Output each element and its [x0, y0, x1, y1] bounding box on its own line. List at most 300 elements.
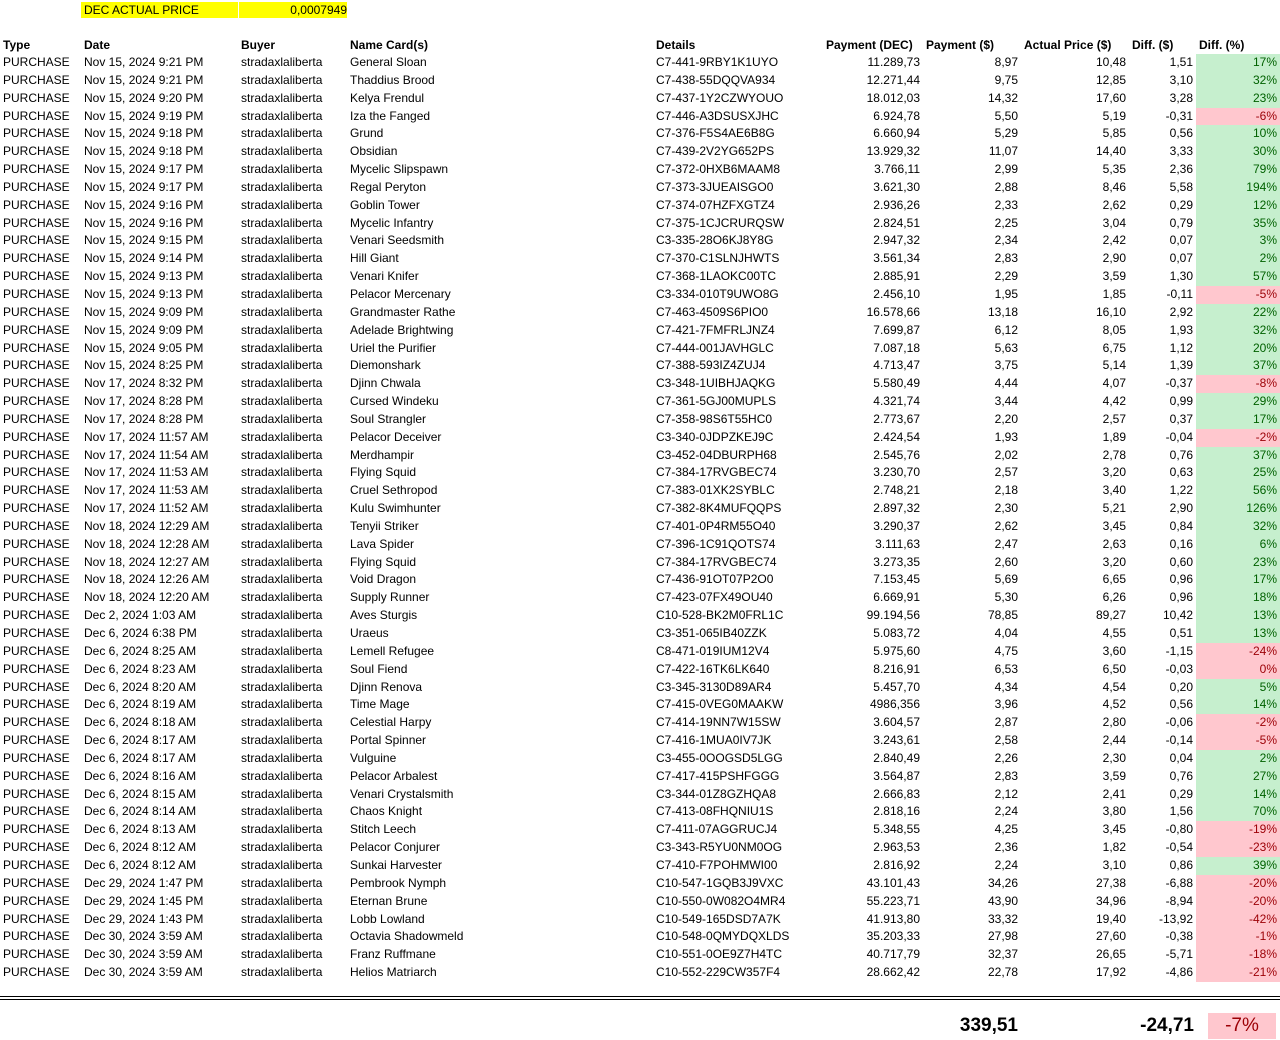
cell-date[interactable]: Dec 6, 2024 8:25 AM: [84, 643, 197, 658]
cell-details[interactable]: C3-335-28O6KJ8Y8G: [656, 233, 774, 248]
cell-diff-usd[interactable]: 3,10: [1169, 72, 1193, 87]
cell-type[interactable]: PURCHASE: [3, 929, 70, 944]
cell-actual-price[interactable]: 27,38: [1095, 875, 1126, 890]
header-date[interactable]: Date: [84, 38, 111, 52]
cell-diff-pct[interactable]: 32%: [1196, 518, 1280, 536]
cell-date[interactable]: Nov 15, 2024 9:21 PM: [84, 72, 204, 87]
cell-payment-dec[interactable]: 2.666,83: [873, 786, 920, 801]
cell-buyer[interactable]: stradaxlaliberta: [241, 162, 323, 177]
cell-name-card[interactable]: Portal Spinner: [350, 733, 427, 748]
cell-name-card[interactable]: Mycelic Slipspawn: [350, 162, 449, 177]
cell-date[interactable]: Dec 6, 2024 8:12 AM: [84, 840, 197, 855]
cell-payment-usd[interactable]: 22,78: [987, 965, 1018, 980]
cell-date[interactable]: Nov 15, 2024 9:13 PM: [84, 269, 204, 284]
cell-diff-usd[interactable]: 0,96: [1169, 590, 1193, 605]
cell-details[interactable]: C3-452-04DBURPH68: [656, 447, 777, 462]
cell-name-card[interactable]: Pelacor Conjurer: [350, 840, 441, 855]
cell-diff-usd[interactable]: 2,36: [1169, 162, 1193, 177]
cell-actual-price[interactable]: 19,40: [1095, 911, 1126, 926]
cell-diff-pct[interactable]: 194%: [1196, 179, 1280, 197]
cell-diff-usd[interactable]: 0,60: [1169, 554, 1193, 569]
cell-details[interactable]: C7-411-07AGGRUCJ4: [656, 822, 778, 837]
cell-actual-price[interactable]: 5,35: [1102, 162, 1126, 177]
cell-diff-pct[interactable]: -19%: [1196, 821, 1280, 839]
cell-diff-usd[interactable]: -13,92: [1158, 911, 1193, 926]
cell-payment-dec[interactable]: 13.929,32: [866, 144, 920, 159]
cell-payment-dec[interactable]: 8.216,91: [873, 661, 920, 676]
cell-payment-dec[interactable]: 99.194,56: [866, 608, 920, 623]
cell-type[interactable]: PURCHASE: [3, 661, 70, 676]
cell-name-card[interactable]: Cruel Sethropod: [350, 483, 438, 498]
cell-buyer[interactable]: stradaxlaliberta: [241, 215, 323, 230]
cell-diff-pct[interactable]: 18%: [1196, 589, 1280, 607]
cell-type[interactable]: PURCHASE: [3, 733, 70, 748]
cell-diff-usd[interactable]: 1,56: [1169, 804, 1193, 819]
cell-payment-usd[interactable]: 5,50: [994, 108, 1018, 123]
cell-name-card[interactable]: Diemonshark: [350, 358, 421, 373]
cell-payment-usd[interactable]: 2,24: [994, 857, 1018, 872]
cell-date[interactable]: Dec 6, 2024 8:17 AM: [84, 733, 197, 748]
cell-type[interactable]: PURCHASE: [3, 483, 70, 498]
cell-payment-dec[interactable]: 3.621,30: [873, 179, 920, 194]
cell-diff-usd[interactable]: -0,14: [1165, 733, 1193, 748]
cell-details[interactable]: C7-463-4509S6PIO0: [656, 304, 769, 319]
cell-diff-pct[interactable]: 30%: [1196, 143, 1280, 161]
cell-payment-usd[interactable]: 4,25: [994, 822, 1018, 837]
cell-details[interactable]: C7-421-7FMFRLJNZ4: [656, 322, 775, 337]
cell-details[interactable]: C7-441-9RBY1K1UYO: [656, 55, 779, 69]
cell-payment-usd[interactable]: 2,20: [994, 411, 1018, 426]
cell-type[interactable]: PURCHASE: [3, 411, 70, 426]
cell-date[interactable]: Dec 6, 2024 8:23 AM: [84, 661, 197, 676]
cell-diff-pct[interactable]: 126%: [1196, 500, 1280, 518]
cell-date[interactable]: Nov 15, 2024 9:09 PM: [84, 304, 204, 319]
cell-buyer[interactable]: stradaxlaliberta: [241, 590, 323, 605]
cell-payment-usd[interactable]: 2,60: [994, 554, 1018, 569]
cell-payment-usd[interactable]: 9,75: [994, 72, 1018, 87]
cell-diff-usd[interactable]: 0,37: [1169, 411, 1193, 426]
cell-date[interactable]: Nov 17, 2024 8:32 PM: [84, 376, 204, 391]
cell-actual-price[interactable]: 8,46: [1102, 179, 1126, 194]
cell-payment-usd[interactable]: 13,18: [987, 304, 1018, 319]
dec-actual-price-label[interactable]: DEC ACTUAL PRICE: [81, 2, 238, 18]
cell-payment-usd[interactable]: 2,36: [994, 840, 1018, 855]
cell-buyer[interactable]: stradaxlaliberta: [241, 304, 323, 319]
cell-date[interactable]: Nov 15, 2024 9:19 PM: [84, 108, 204, 123]
cell-buyer[interactable]: stradaxlaliberta: [241, 144, 323, 159]
cell-buyer[interactable]: stradaxlaliberta: [241, 679, 323, 694]
cell-date[interactable]: Dec 29, 2024 1:43 PM: [84, 911, 204, 926]
cell-name-card[interactable]: Venari Crystalsmith: [350, 786, 454, 801]
cell-buyer[interactable]: stradaxlaliberta: [241, 840, 323, 855]
cell-diff-pct[interactable]: -5%: [1196, 732, 1280, 750]
cell-type[interactable]: PURCHASE: [3, 126, 70, 141]
cell-date[interactable]: Nov 15, 2024 9:09 PM: [84, 322, 204, 337]
cell-date[interactable]: Nov 18, 2024 12:28 AM: [84, 536, 210, 551]
cell-type[interactable]: PURCHASE: [3, 875, 70, 890]
cell-name-card[interactable]: Goblin Tower: [350, 197, 420, 212]
cell-actual-price[interactable]: 4,07: [1102, 376, 1126, 391]
cell-payment-usd[interactable]: 2,12: [994, 786, 1018, 801]
cell-type[interactable]: PURCHASE: [3, 269, 70, 284]
cell-diff-pct[interactable]: -5%: [1196, 286, 1280, 304]
cell-details[interactable]: C7-361-5GJ00MUPLS: [656, 394, 777, 409]
cell-name-card[interactable]: Mycelic Infantry: [350, 215, 434, 230]
cell-name-card[interactable]: Helios Matriarch: [350, 965, 437, 980]
cell-actual-price[interactable]: 3,10: [1102, 857, 1126, 872]
cell-diff-pct[interactable]: 22%: [1196, 304, 1280, 322]
cell-payment-dec[interactable]: 2.748,21: [873, 483, 920, 498]
cell-type[interactable]: PURCHASE: [3, 965, 70, 980]
cell-diff-pct[interactable]: -2%: [1196, 714, 1280, 732]
cell-date[interactable]: Nov 18, 2024 12:27 AM: [84, 554, 210, 569]
cell-details[interactable]: C3-334-010T9UWO8G: [656, 286, 779, 301]
cell-buyer[interactable]: stradaxlaliberta: [241, 893, 323, 908]
cell-diff-usd[interactable]: -0,38: [1165, 929, 1193, 944]
cell-payment-usd[interactable]: 5,29: [994, 126, 1018, 141]
cell-diff-pct[interactable]: 14%: [1196, 786, 1280, 804]
cell-name-card[interactable]: Cursed Windeku: [350, 394, 439, 409]
cell-name-card[interactable]: Uraeus: [350, 626, 389, 640]
cell-payment-dec[interactable]: 3.111,63: [875, 536, 920, 551]
cell-name-card[interactable]: Tenyii Striker: [350, 518, 419, 533]
cell-date[interactable]: Dec 6, 2024 8:20 AM: [84, 679, 197, 694]
cell-actual-price[interactable]: 3,60: [1102, 643, 1126, 658]
cell-type[interactable]: PURCHASE: [3, 590, 70, 605]
cell-details[interactable]: C10-551-0OE9Z7H4TC: [656, 947, 783, 962]
header-diff-usd[interactable]: Diff. ($): [1132, 38, 1174, 52]
cell-date[interactable]: Dec 30, 2024 3:59 AM: [84, 965, 203, 980]
cell-payment-dec[interactable]: 3.564,87: [873, 768, 920, 783]
cell-type[interactable]: PURCHASE: [3, 286, 70, 301]
cell-diff-pct[interactable]: 37%: [1196, 357, 1280, 375]
cell-actual-price[interactable]: 3,59: [1102, 768, 1126, 783]
cell-buyer[interactable]: stradaxlaliberta: [241, 804, 323, 819]
cell-diff-pct[interactable]: 32%: [1196, 72, 1280, 90]
cell-diff-usd[interactable]: -4,86: [1165, 965, 1193, 980]
cell-diff-usd[interactable]: 1,51: [1169, 55, 1193, 69]
cell-buyer[interactable]: stradaxlaliberta: [241, 429, 323, 444]
cell-buyer[interactable]: stradaxlaliberta: [241, 233, 323, 248]
total-diff-usd[interactable]: -24,71: [1140, 1015, 1194, 1036]
cell-buyer[interactable]: stradaxlaliberta: [241, 108, 323, 123]
cell-name-card[interactable]: Vulguine: [350, 750, 397, 765]
cell-payment-dec[interactable]: 2.424,54: [873, 429, 920, 444]
cell-buyer[interactable]: stradaxlaliberta: [241, 376, 323, 391]
cell-diff-usd[interactable]: 1,30: [1169, 269, 1193, 284]
cell-diff-usd[interactable]: -6,88: [1165, 875, 1193, 890]
cell-actual-price[interactable]: 12,85: [1095, 72, 1126, 87]
cell-buyer[interactable]: stradaxlaliberta: [241, 786, 323, 801]
header-details[interactable]: Details: [656, 38, 696, 52]
cell-date[interactable]: Nov 15, 2024 9:17 PM: [84, 179, 204, 194]
cell-diff-pct[interactable]: 32%: [1196, 322, 1280, 340]
cell-payment-dec[interactable]: 11.289,73: [867, 55, 920, 69]
cell-diff-usd[interactable]: 0,84: [1169, 518, 1193, 533]
cell-payment-usd[interactable]: 5,30: [994, 590, 1018, 605]
cell-payment-usd[interactable]: 3,75: [994, 358, 1018, 373]
cell-payment-dec[interactable]: 2.456,10: [873, 286, 920, 301]
cell-details[interactable]: C7-368-1LAOKC00TC: [656, 269, 777, 284]
cell-diff-usd[interactable]: -0,80: [1165, 822, 1193, 837]
cell-details[interactable]: C7-415-0VEG0MAAKW: [656, 697, 784, 712]
cell-diff-usd[interactable]: 0,07: [1169, 251, 1193, 266]
cell-actual-price[interactable]: 2,42: [1102, 233, 1126, 248]
cell-details[interactable]: C3-340-0JDPZKEJ9C: [656, 429, 774, 444]
cell-name-card[interactable]: Djinn Renova: [350, 679, 423, 694]
header-payment-dec[interactable]: Payment (DEC): [826, 38, 913, 52]
cell-diff-usd[interactable]: 0,76: [1169, 768, 1193, 783]
cell-diff-pct[interactable]: 2%: [1196, 750, 1280, 768]
cell-diff-pct[interactable]: 17%: [1196, 411, 1280, 429]
cell-payment-usd[interactable]: 8,97: [994, 55, 1018, 69]
cell-name-card[interactable]: Octavia Shadowmeld: [350, 929, 464, 944]
cell-date[interactable]: Nov 17, 2024 11:53 AM: [84, 465, 209, 480]
cell-diff-usd[interactable]: 1,12: [1169, 340, 1193, 355]
cell-name-card[interactable]: Venari Seedsmith: [350, 233, 445, 248]
cell-date[interactable]: Dec 6, 2024 8:18 AM: [84, 715, 197, 730]
cell-type[interactable]: PURCHASE: [3, 90, 70, 105]
cell-payment-usd[interactable]: 2,34: [994, 233, 1018, 248]
cell-payment-usd[interactable]: 78,85: [987, 608, 1018, 623]
cell-payment-dec[interactable]: 2.840,49: [873, 750, 920, 765]
cell-payment-usd[interactable]: 2,58: [994, 733, 1018, 748]
cell-payment-usd[interactable]: 4,44: [994, 376, 1018, 391]
cell-diff-usd[interactable]: -0,54: [1165, 840, 1193, 855]
cell-payment-usd[interactable]: 2,87: [994, 715, 1018, 730]
cell-payment-dec[interactable]: 5.083,72: [873, 626, 920, 640]
cell-diff-usd[interactable]: 3,33: [1169, 144, 1193, 159]
cell-details[interactable]: C10-548-0QMYDQXLDS: [656, 929, 790, 944]
cell-date[interactable]: Nov 15, 2024 8:25 PM: [84, 358, 204, 373]
cell-buyer[interactable]: stradaxlaliberta: [241, 501, 323, 516]
cell-actual-price[interactable]: 2,44: [1102, 733, 1126, 748]
cell-name-card[interactable]: Lemell Refugee: [350, 643, 435, 658]
cell-actual-price[interactable]: 3,59: [1102, 269, 1126, 284]
cell-type[interactable]: PURCHASE: [3, 697, 70, 712]
cell-buyer[interactable]: stradaxlaliberta: [241, 733, 323, 748]
cell-type[interactable]: PURCHASE: [3, 822, 70, 837]
cell-actual-price[interactable]: 3,40: [1102, 483, 1126, 498]
cell-buyer[interactable]: stradaxlaliberta: [241, 536, 323, 551]
cell-payment-usd[interactable]: 2,25: [994, 215, 1018, 230]
cell-type[interactable]: PURCHASE: [3, 715, 70, 730]
cell-actual-price[interactable]: 16,10: [1095, 304, 1126, 319]
cell-payment-usd[interactable]: 4,04: [994, 626, 1018, 640]
cell-payment-usd[interactable]: 4,75: [994, 643, 1018, 658]
cell-type[interactable]: PURCHASE: [3, 108, 70, 123]
cell-diff-usd[interactable]: 0,04: [1169, 750, 1193, 765]
cell-diff-usd[interactable]: 0,56: [1169, 126, 1193, 141]
cell-payment-dec[interactable]: 3.273,35: [873, 554, 920, 569]
cell-buyer[interactable]: stradaxlaliberta: [241, 465, 323, 480]
cell-details[interactable]: C3-345-3130D89AR4: [656, 679, 772, 694]
cell-date[interactable]: Dec 6, 2024 8:17 AM: [84, 750, 197, 765]
cell-payment-dec[interactable]: 5.580,49: [873, 376, 920, 391]
cell-buyer[interactable]: stradaxlaliberta: [241, 394, 323, 409]
cell-name-card[interactable]: Supply Runner: [350, 590, 430, 605]
cell-date[interactable]: Nov 15, 2024 9:18 PM: [84, 126, 204, 141]
cell-date[interactable]: Dec 30, 2024 3:59 AM: [84, 947, 203, 962]
cell-buyer[interactable]: stradaxlaliberta: [241, 322, 323, 337]
cell-payment-dec[interactable]: 55.223,71: [866, 893, 920, 908]
cell-payment-dec[interactable]: 43.101,43: [866, 875, 920, 890]
cell-details[interactable]: C10-547-1GQB3J9VXC: [656, 875, 784, 890]
cell-details[interactable]: C7-438-55DQQVA934: [656, 72, 776, 87]
cell-actual-price[interactable]: 3,20: [1102, 465, 1126, 480]
cell-diff-pct[interactable]: -24%: [1196, 643, 1280, 661]
cell-payment-usd[interactable]: 6,12: [994, 322, 1018, 337]
cell-date[interactable]: Nov 18, 2024 12:26 AM: [84, 572, 210, 587]
cell-buyer[interactable]: stradaxlaliberta: [241, 965, 323, 980]
cell-type[interactable]: PURCHASE: [3, 197, 70, 212]
cell-name-card[interactable]: Uriel the Purifier: [350, 340, 437, 355]
cell-type[interactable]: PURCHASE: [3, 786, 70, 801]
cell-actual-price[interactable]: 6,26: [1102, 590, 1126, 605]
cell-type[interactable]: PURCHASE: [3, 429, 70, 444]
cell-payment-usd[interactable]: 6,53: [994, 661, 1018, 676]
cell-diff-usd[interactable]: 0,63: [1169, 465, 1193, 480]
cell-details[interactable]: C7-410-F7POHMWI00: [656, 857, 778, 872]
cell-actual-price[interactable]: 10,48: [1095, 55, 1126, 69]
cell-payment-dec[interactable]: 6.669,91: [873, 590, 920, 605]
cell-type[interactable]: PURCHASE: [3, 55, 70, 69]
cell-payment-dec[interactable]: 28.662,42: [866, 965, 920, 980]
cell-diff-usd[interactable]: -0,04: [1165, 429, 1193, 444]
cell-name-card[interactable]: Time Mage: [350, 697, 410, 712]
cell-diff-pct[interactable]: 39%: [1196, 857, 1280, 875]
cell-diff-pct[interactable]: 23%: [1196, 554, 1280, 572]
cell-actual-price[interactable]: 3,45: [1102, 822, 1126, 837]
header-name-cards[interactable]: Name Card(s): [350, 38, 429, 52]
cell-payment-usd[interactable]: 1,93: [994, 429, 1018, 444]
cell-payment-dec[interactable]: 35.203,33: [866, 929, 920, 944]
cell-payment-dec[interactable]: 40.717,79: [866, 947, 920, 962]
cell-name-card[interactable]: Lava Spider: [350, 536, 415, 551]
cell-buyer[interactable]: stradaxlaliberta: [241, 518, 323, 533]
cell-name-card[interactable]: Pembrook Nymph: [350, 875, 447, 890]
cell-name-card[interactable]: Grandmaster Rathe: [350, 304, 456, 319]
cell-date[interactable]: Dec 6, 2024 8:13 AM: [84, 822, 197, 837]
cell-diff-usd[interactable]: 0,79: [1169, 215, 1193, 230]
cell-details[interactable]: C7-423-07FX49OU40: [656, 590, 773, 605]
cell-type[interactable]: PURCHASE: [3, 376, 70, 391]
cell-actual-price[interactable]: 5,19: [1102, 108, 1126, 123]
cell-payment-usd[interactable]: 2,99: [994, 162, 1018, 177]
cell-type[interactable]: PURCHASE: [3, 162, 70, 177]
cell-actual-price[interactable]: 8,05: [1102, 322, 1126, 337]
cell-date[interactable]: Nov 17, 2024 11:53 AM: [84, 483, 209, 498]
cell-date[interactable]: Nov 15, 2024 9:16 PM: [84, 215, 204, 230]
cell-payment-dec[interactable]: 3.243,61: [873, 733, 920, 748]
cell-details[interactable]: C3-344-01Z8GZHQA8: [656, 786, 777, 801]
cell-diff-pct[interactable]: -8%: [1196, 375, 1280, 393]
cell-name-card[interactable]: Djinn Chwala: [350, 376, 421, 391]
cell-name-card[interactable]: Pelacor Mercenary: [350, 286, 451, 301]
cell-date[interactable]: Nov 18, 2024 12:29 AM: [84, 518, 210, 533]
cell-date[interactable]: Nov 15, 2024 9:17 PM: [84, 162, 204, 177]
cell-actual-price[interactable]: 14,40: [1095, 144, 1126, 159]
cell-payment-dec[interactable]: 2.818,16: [873, 804, 920, 819]
cell-diff-pct[interactable]: 3%: [1196, 232, 1280, 250]
cell-type[interactable]: PURCHASE: [3, 394, 70, 409]
cell-diff-usd[interactable]: 0,07: [1169, 233, 1193, 248]
cell-name-card[interactable]: General Sloan: [350, 55, 427, 69]
cell-type[interactable]: PURCHASE: [3, 447, 70, 462]
cell-type[interactable]: PURCHASE: [3, 608, 70, 623]
cell-details[interactable]: C10-528-BK2M0FRL1C: [656, 608, 784, 623]
cell-details[interactable]: C10-549-165DSD7A7K: [656, 911, 781, 926]
cell-type[interactable]: PURCHASE: [3, 893, 70, 908]
cell-payment-usd[interactable]: 5,63: [994, 340, 1018, 355]
cell-details[interactable]: C7-413-08FHQNIU1S: [656, 804, 774, 819]
cell-diff-pct[interactable]: 12%: [1196, 197, 1280, 215]
cell-payment-dec[interactable]: 2.773,67: [873, 411, 920, 426]
cell-diff-pct[interactable]: 25%: [1196, 464, 1280, 482]
cell-buyer[interactable]: stradaxlaliberta: [241, 251, 323, 266]
cell-payment-usd[interactable]: 4,34: [994, 679, 1018, 694]
cell-date[interactable]: Nov 15, 2024 9:15 PM: [84, 233, 204, 248]
cell-type[interactable]: PURCHASE: [3, 536, 70, 551]
cell-actual-price[interactable]: 17,60: [1095, 90, 1126, 105]
cell-actual-price[interactable]: 26,65: [1095, 947, 1126, 962]
cell-type[interactable]: PURCHASE: [3, 911, 70, 926]
cell-payment-usd[interactable]: 2,88: [994, 179, 1018, 194]
cell-diff-pct[interactable]: 0%: [1196, 661, 1280, 679]
cell-diff-pct[interactable]: -23%: [1196, 839, 1280, 857]
cell-date[interactable]: Nov 17, 2024 11:54 AM: [84, 447, 209, 462]
cell-diff-pct[interactable]: 6%: [1196, 536, 1280, 554]
cell-name-card[interactable]: Aves Sturgis: [350, 608, 418, 623]
cell-diff-usd[interactable]: -5,71: [1165, 947, 1193, 962]
header-buyer[interactable]: Buyer: [241, 38, 276, 52]
cell-type[interactable]: PURCHASE: [3, 857, 70, 872]
cell-diff-usd[interactable]: 2,92: [1169, 304, 1193, 319]
cell-actual-price[interactable]: 2,57: [1102, 411, 1126, 426]
cell-payment-usd[interactable]: 3,96: [994, 697, 1018, 712]
cell-date[interactable]: Nov 15, 2024 9:21 PM: [84, 55, 204, 69]
cell-details[interactable]: C7-376-F5S4AE6B8G: [656, 126, 775, 141]
cell-payment-dec[interactable]: 3.561,34: [873, 251, 920, 266]
cell-payment-usd[interactable]: 2,18: [994, 483, 1018, 498]
header-payment-usd[interactable]: Payment ($): [926, 38, 995, 52]
cell-details[interactable]: C7-373-3JUEAISGO0: [656, 179, 774, 194]
cell-actual-price[interactable]: 2,78: [1102, 447, 1126, 462]
cell-diff-usd[interactable]: -0,06: [1165, 715, 1193, 730]
cell-type[interactable]: PURCHASE: [3, 251, 70, 266]
cell-name-card[interactable]: Soul Strangler: [350, 411, 427, 426]
cell-buyer[interactable]: stradaxlaliberta: [241, 411, 323, 426]
total-diff-pct[interactable]: -7%: [1208, 1013, 1276, 1039]
cell-diff-usd[interactable]: 0,76: [1169, 447, 1193, 462]
cell-date[interactable]: Nov 15, 2024 9:14 PM: [84, 251, 204, 266]
cell-diff-pct[interactable]: 5%: [1196, 679, 1280, 697]
cell-actual-price[interactable]: 6,50: [1102, 661, 1126, 676]
cell-name-card[interactable]: Flying Squid: [350, 465, 417, 480]
cell-diff-pct[interactable]: 20%: [1196, 340, 1280, 358]
cell-name-card[interactable]: Adelade Brightwing: [350, 322, 454, 337]
cell-details[interactable]: C7-437-1Y2CZWYOUO: [656, 90, 784, 105]
cell-name-card[interactable]: Obsidian: [350, 144, 398, 159]
cell-payment-usd[interactable]: 2,62: [994, 518, 1018, 533]
cell-payment-dec[interactable]: 7.153,45: [873, 572, 920, 587]
cell-payment-usd[interactable]: 11,07: [988, 144, 1018, 159]
cell-actual-price[interactable]: 34,96: [1095, 893, 1126, 908]
cell-diff-pct[interactable]: 57%: [1196, 268, 1280, 286]
cell-diff-pct[interactable]: 13%: [1196, 625, 1280, 643]
total-payment-usd[interactable]: 339,51: [959, 1015, 1018, 1036]
cell-payment-usd[interactable]: 43,90: [987, 893, 1018, 908]
